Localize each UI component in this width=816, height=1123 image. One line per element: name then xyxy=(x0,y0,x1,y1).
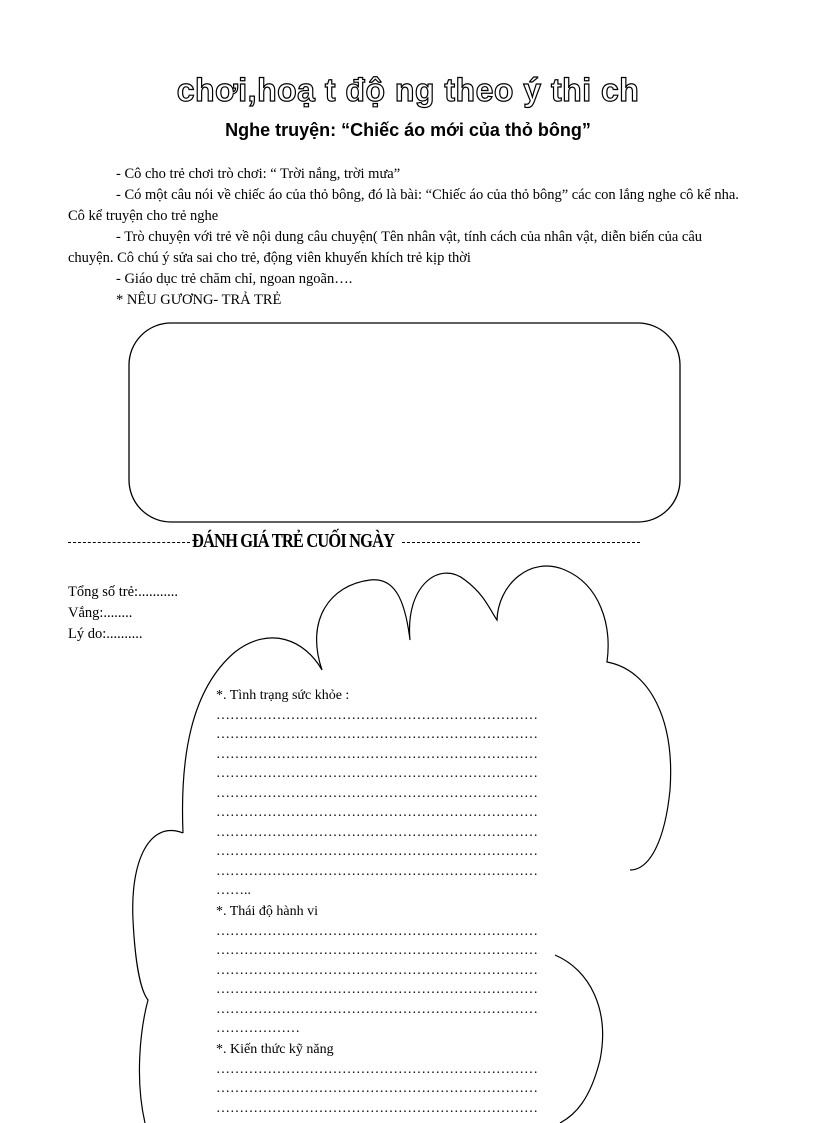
dotted-line: …………………………………………………………… xyxy=(216,982,538,997)
dotted-line: …………………………………………………………… xyxy=(216,844,538,859)
attitude-section xyxy=(216,902,552,1039)
evaluation-title: ĐÁNH GIÁ TRẺ CUỐI NGÀY xyxy=(192,530,395,552)
health-section xyxy=(216,686,552,901)
activity-item: - Giáo dục trẻ chăm chỉ, ngoan ngoãn…. xyxy=(116,271,353,287)
skills-section xyxy=(216,1040,552,1118)
activity-list xyxy=(68,164,740,311)
dotted-line: …………………………………………………………… xyxy=(216,766,538,781)
dotted-line-short: ……………… xyxy=(216,1021,300,1036)
dotted-line: …………………………………………………………… xyxy=(216,943,538,958)
page-title: chơi,hoạ t độ ng theo ý thi ch xyxy=(176,72,640,108)
skills-label: *. Kiến thức kỹ năng xyxy=(216,1042,334,1057)
dotted-line: …………………………………………………………… xyxy=(216,1081,538,1096)
absent-count: Vắng:........ xyxy=(68,605,133,621)
dotted-line: …………………………………………………………… xyxy=(216,727,538,742)
dotted-line: …………………………………………………………… xyxy=(216,805,538,820)
absence-reason: Lý do:.......... xyxy=(68,626,143,642)
dotted-line: …………………………………………………………… xyxy=(216,923,538,939)
dashed-rule-left xyxy=(68,542,190,543)
dashed-rule-right xyxy=(402,542,640,543)
dotted-line-short: …….. xyxy=(216,883,251,898)
dotted-line: …………………………………………………………… xyxy=(216,824,538,840)
dotted-line: …………………………………………………………… xyxy=(216,962,538,978)
dotted-line: …………………………………………………………… xyxy=(216,746,538,762)
activity-item: - Cô cho trẻ chơi trò chơi: “ Trời nắng, trời mưa” xyxy=(116,166,401,182)
attendance-stats xyxy=(68,582,178,645)
evaluation-header xyxy=(68,530,640,556)
dotted-line: …………………………………………………………… xyxy=(216,1061,538,1077)
attitude-label: *. Thái độ hành vi xyxy=(216,904,319,919)
dotted-line: …………………………………………………………… xyxy=(216,1001,538,1017)
praise-box xyxy=(129,323,680,522)
dotted-line: …………………………………………………………… xyxy=(216,785,538,801)
dotted-line: …………………………………………………………… xyxy=(216,1100,538,1116)
story-subtitle: Nghe truyện: “Chiếc áo mới của thỏ bông” xyxy=(225,120,591,140)
praise-heading: * NÊU GƯƠNG- TRẢ TRẺ xyxy=(116,292,282,308)
total-children: Tổng số trẻ:........... xyxy=(68,584,178,600)
health-label: *. Tình trạng sức khỏe : xyxy=(216,688,350,703)
dotted-line: …………………………………………………………… xyxy=(216,863,538,879)
activity-item: - Trò chuyện với trẻ về nội dung câu chuyện( Tên nhân vật, tính cách của nhân vật, diễn biến của câu chuyện. Cô chú ý sửa sai cho trẻ, động viên khuyến khích trẻ kịp thời xyxy=(68,229,703,266)
dotted-line: …………………………………………………………… xyxy=(216,707,538,723)
activity-item: - Có một câu nói về chiếc áo của thỏ bông, đó là bài: “Chiếc áo của thỏ bông” các con lắng nghe cô kể nha. Cô kể truyện cho trẻ nghe xyxy=(68,187,739,224)
